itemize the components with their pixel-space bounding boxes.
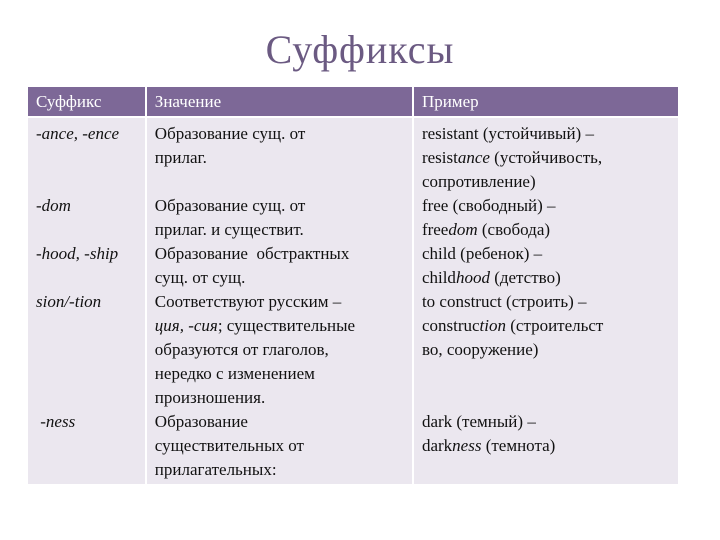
example-ness-1: dark (темный) –: [421, 412, 536, 431]
suffix-ance: -ance, -ence: [36, 124, 120, 143]
meaning-dom-2: прилаг. и существит.: [154, 220, 304, 239]
header-meaning: Значение: [146, 87, 413, 117]
meaning-sion-2a: ция, -сия: [154, 316, 218, 335]
meaning-sion-2b: ; существительные: [217, 316, 356, 335]
table-header-row: [28, 87, 678, 117]
slide-title: Суффиксы: [265, 27, 455, 72]
meaning-sion-3: образуются от глаголов,: [154, 340, 329, 359]
meaning-ness-2: существительных от: [154, 436, 304, 455]
suffix-dom: -dom: [36, 196, 71, 215]
meaning-cell: [146, 117, 413, 484]
header-suffix: Суффикс: [28, 87, 146, 117]
suffix-table: [28, 87, 678, 484]
suffix-ness: -ness: [36, 412, 76, 431]
meaning-ance-1: Образование сущ. от: [154, 124, 306, 143]
example-ance-3: сопротивление): [421, 172, 536, 191]
meaning-hood-2: сущ. от сущ.: [154, 268, 246, 287]
meaning-dom-1: Образование сущ. от: [154, 196, 306, 215]
suffix-cell: [28, 117, 146, 484]
meaning-sion-1: Соответствуют русским –: [154, 292, 342, 311]
example-dom-1: free (свободный) –: [421, 196, 556, 215]
example-dom-2: freedom (свобода): [421, 220, 551, 239]
example-hood-1: child (ребенок) –: [421, 244, 543, 263]
table-row: [28, 117, 678, 484]
meaning-sion-4: нередко с изменением: [154, 364, 315, 383]
meaning-ance-2: прилаг.: [154, 148, 207, 167]
example-sion-1: to construct (строить) –: [421, 292, 587, 311]
example-sion-3: во, сооружение): [421, 340, 539, 359]
suffix-sion: sion/-tion: [36, 292, 102, 311]
example-hood-2: childhood (детство): [421, 268, 561, 287]
example-ance-2: resistance (устойчивость,: [421, 148, 603, 167]
example-cell: [413, 117, 678, 484]
suffix-hood: -hood, -ship: [36, 244, 119, 263]
meaning-ness-3: прилагательных:: [154, 460, 277, 479]
header-example: Пример: [413, 87, 678, 117]
meaning-sion-2: [155, 314, 404, 338]
example-ness-2: darkness (темнота): [421, 436, 556, 455]
example-ance-1: resistant (устойчивый) –: [421, 124, 594, 143]
meaning-sion-5: произношения.: [154, 388, 266, 407]
meaning-ness-1: Образование: [154, 412, 248, 431]
meaning-hood-1: Образование обстрактных: [154, 244, 350, 263]
example-sion-2: construction (строительст: [421, 316, 604, 335]
